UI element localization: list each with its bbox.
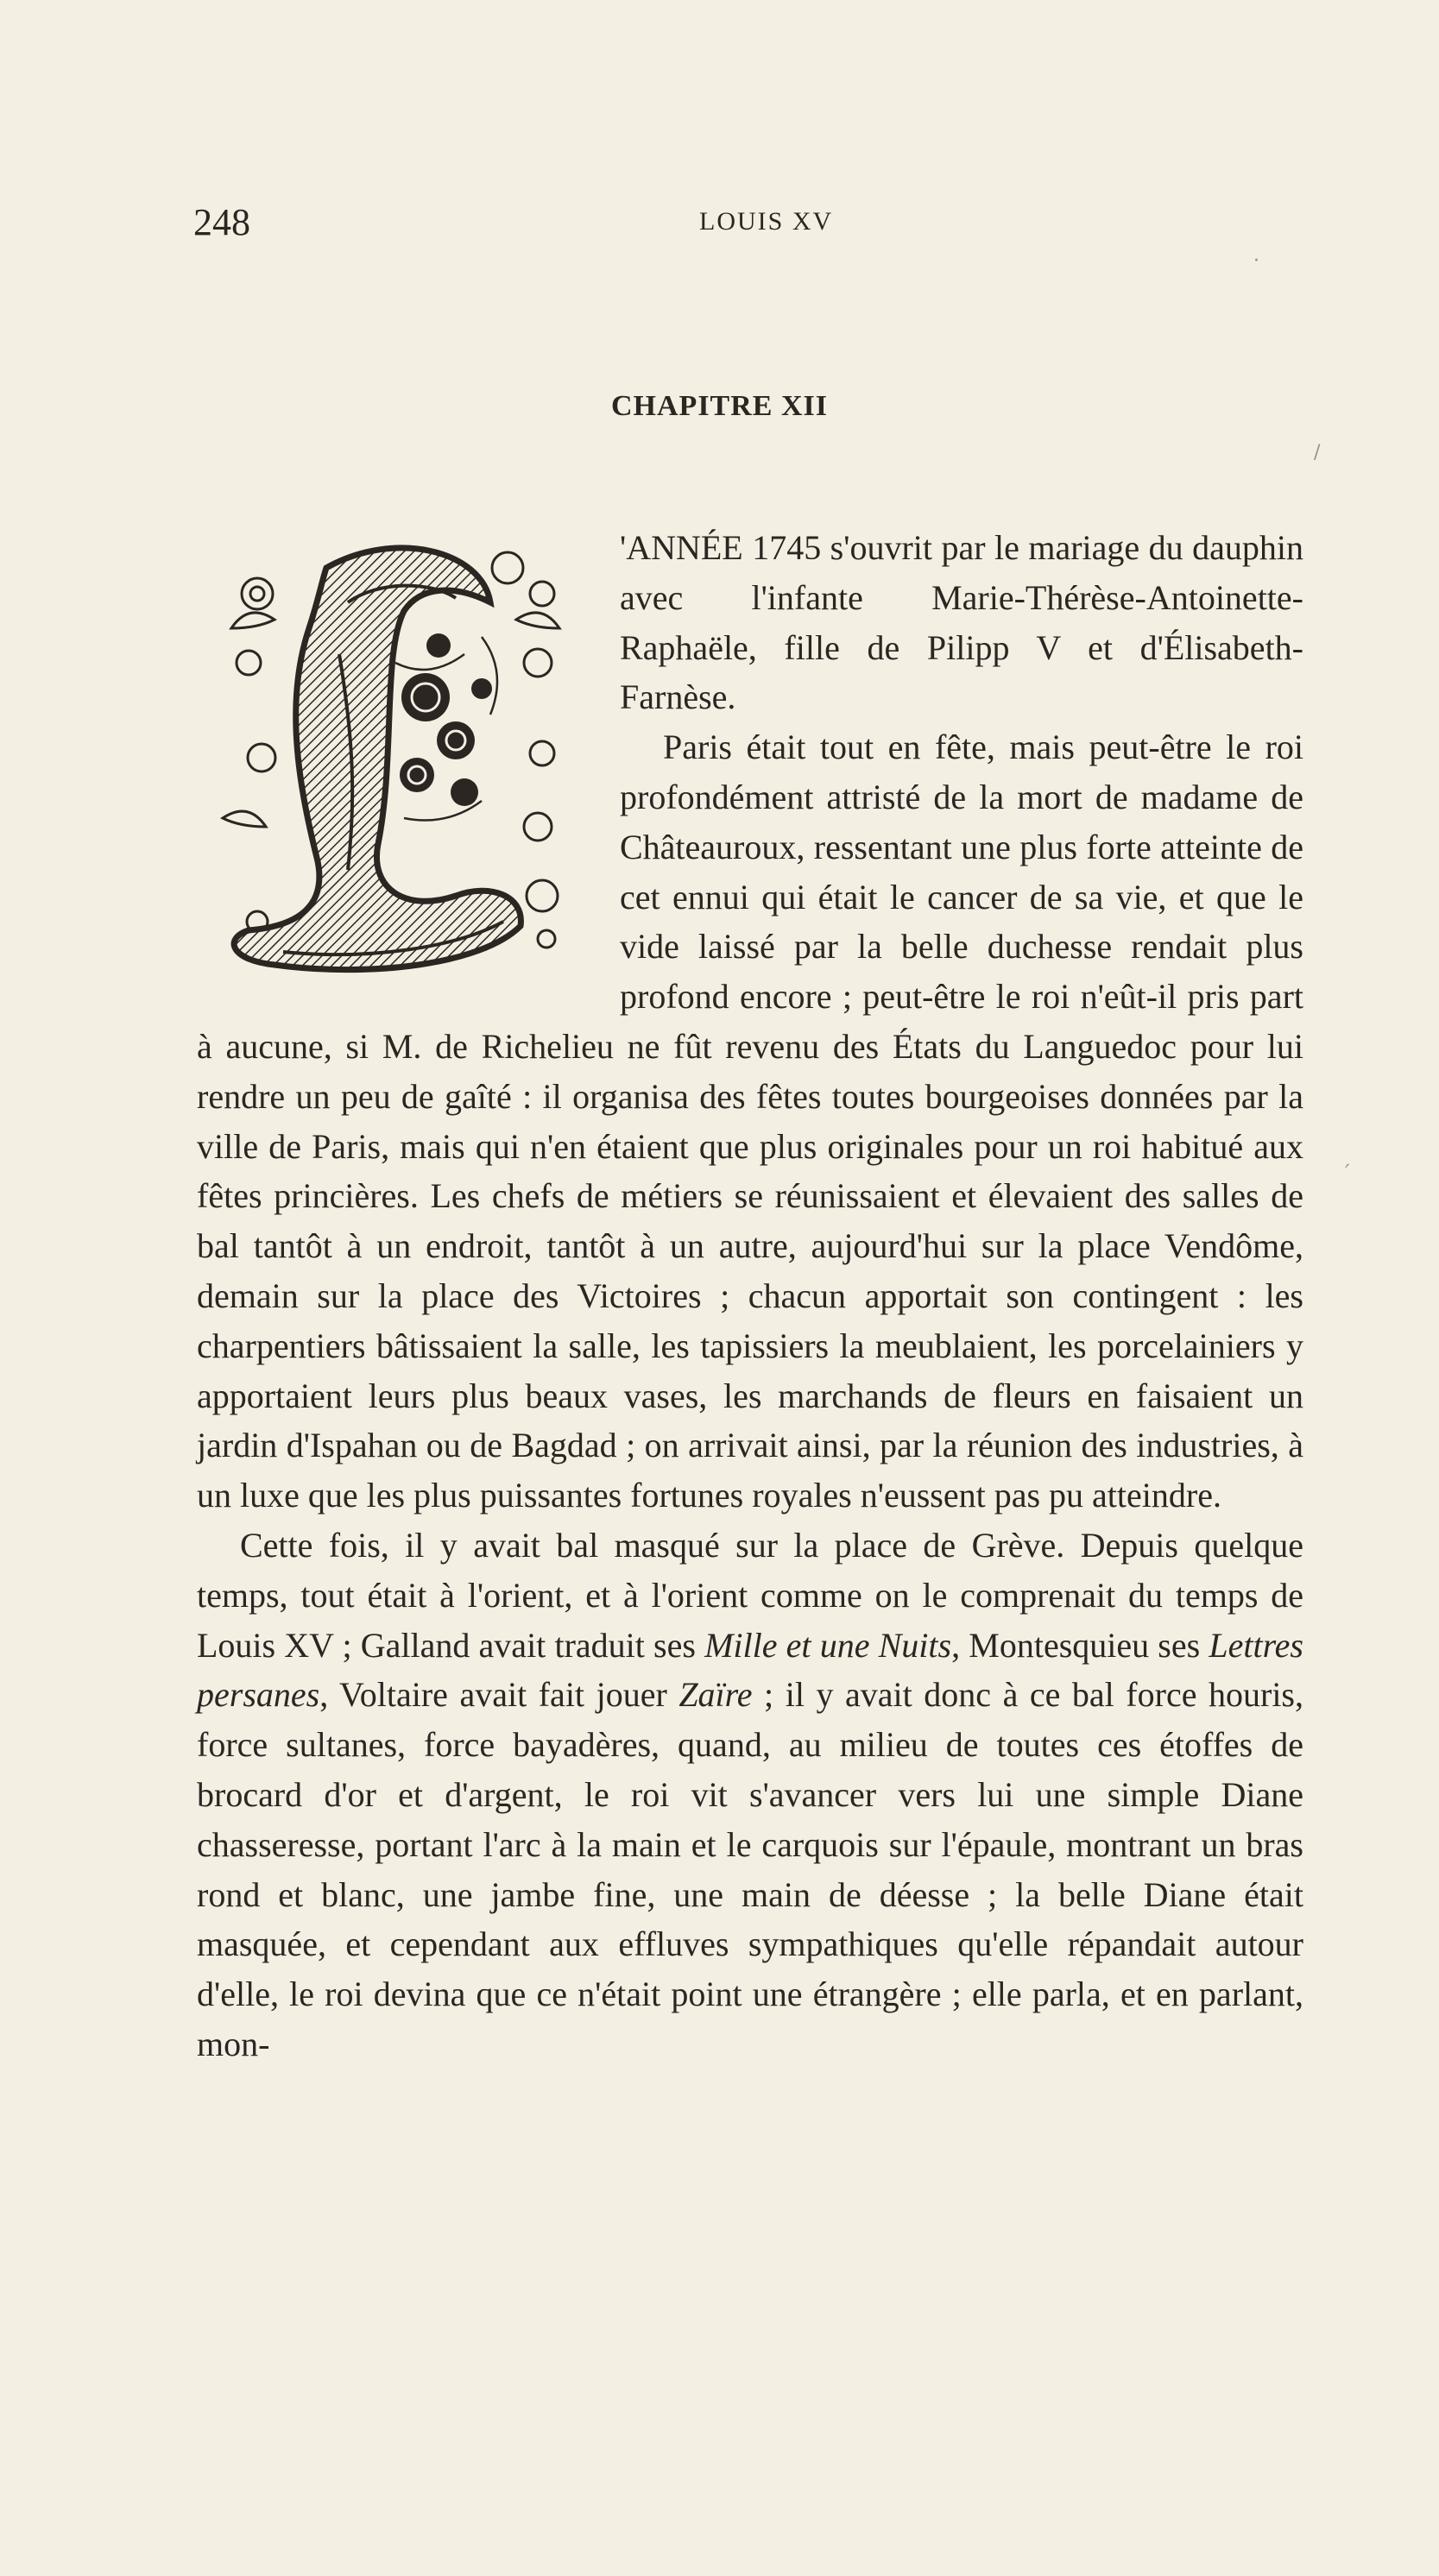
ink-speck: / <box>1314 442 1321 463</box>
paragraph-3-text: Cette fois, il y avait bal masqué sur la place de Grève. Depuis quelque temps, tout était à l'orient, et à l'orient comme on le comprenait du temps de Louis XV ; Galland avait traduit ses <box>197 1525 1303 1665</box>
page-number: 248 <box>193 201 250 243</box>
paragraph-3-text: , Montesquieu ses <box>951 1625 1209 1665</box>
ornate-dropcap-L-icon <box>197 533 585 975</box>
chapter-title: CHAPITRE XII <box>611 390 828 422</box>
lead-word: 'ANNÉE <box>620 528 743 567</box>
play-title-italic: Zaïre <box>678 1675 753 1715</box>
paragraph-3-text: , Voltaire avait fait jouer <box>319 1675 679 1715</box>
paragraph-3-text: ; il y avait donc à ce bal force houris, force sultanes, force bayadères, quand, au milieu de toutes ces étoffes de brocard d'or et d'argent, le roi vit s'avancer vers lui une simple Diane chasseresse, portant l'arc à la main et le carquois sur l'épaule, montrant un bras rond et blanc, une jambe fine, une main de déesse ; la belle Diane était masquée, et cependant aux effluves sympathiques qu'elle répandait autour d'elle, le roi devina que ce n'était point une étrangère ; elle parla, et en parlant, mon- <box>197 1675 1303 2063</box>
book-title-italic: Lettres persanes <box>197 1625 1303 1715</box>
paragraph-1-text: 1745 s'ouvrit par le mariage du dauphin avec l'infante Marie-Thérèse-Antoinette-Raphaële, fille de Pilipp V et d'Élisabeth-Farnèse. <box>620 528 1303 717</box>
running-head <box>0 200 1439 252</box>
body-text <box>197 523 1303 2069</box>
book-title-italic: Mille et une Nuits <box>704 1625 952 1665</box>
ink-speck: · <box>1253 250 1259 272</box>
running-title: LOUIS XV <box>699 207 834 236</box>
ink-speck: ˊ <box>1341 1163 1351 1185</box>
paragraph-3 <box>197 1521 1303 2069</box>
paragraph-2: Paris était tout en fête, mais peut-être le roi profondément attristé de la mort de madame de Châteauroux, ressentant une plus forte atteinte de cet ennui qui était le cancer de sa vie, et que le vide laissé par la belle duchesse rendait plus profond encore ; peut-être le roi n'eût-il pris part à aucune, si M. de Richelieu ne fût revenu des États du Languedoc pour lui rendre un peu de gaîté : il organisa des fêtes toutes bourgeoises données par la ville de Paris, mais qui n'en étaient que plus originales pour un roi habitué aux fêtes princières. Les chefs de métiers se réunissaient et élevaient des salles de bal tantôt à un endroit, tantôt à un autre, aujourd'hui sur la place Vendôme, demain sur la place des Victoires ; chacun apportait son contingent : les charpentiers bâtissaient la salle, les tapissiers la meublaient, les porcelainiers y apportaient leurs plus beaux vases, les marchands de fleurs en faisaient un jardin d'Ispahan ou de Bagdad ; on arrivait ainsi, par la réunion des industries, à un luxe que les plus puissantes fortunes royales n'eussent pas pu atteindre. <box>197 727 1303 1515</box>
